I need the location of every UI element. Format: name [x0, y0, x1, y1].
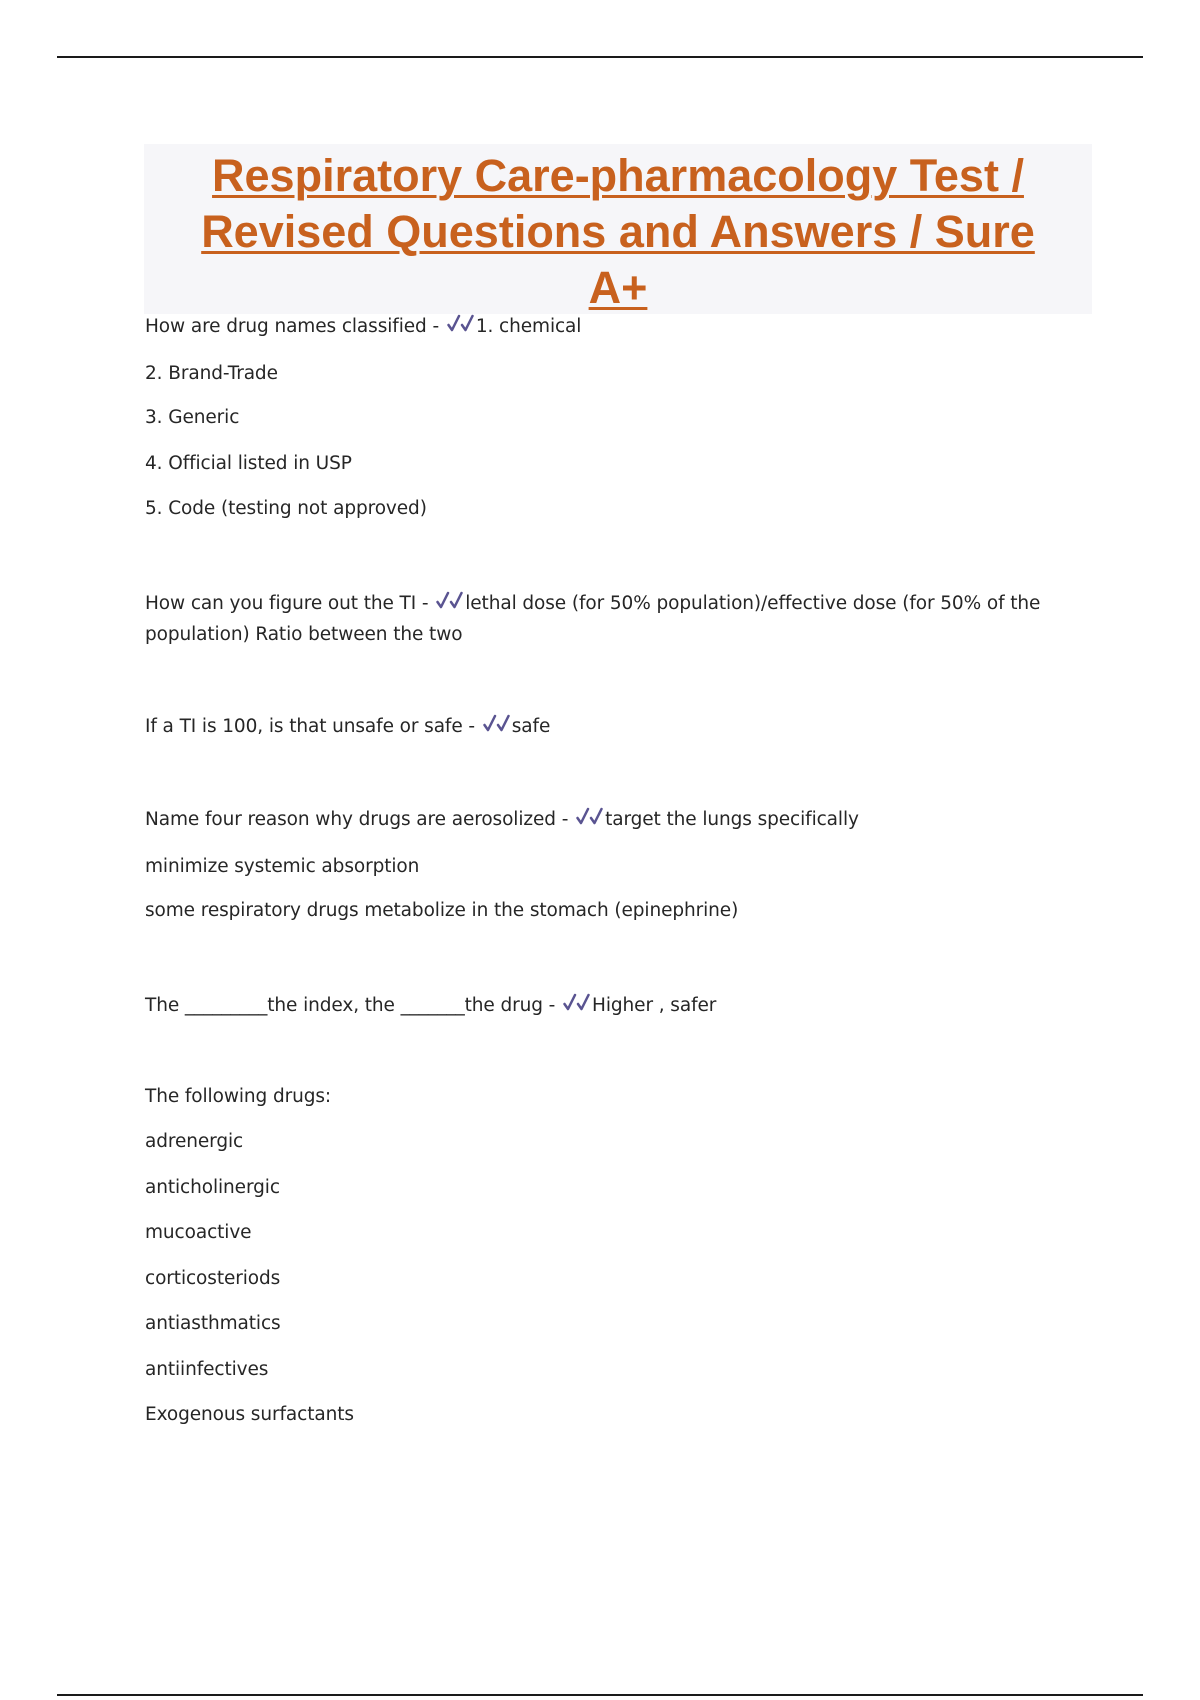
list-item: 5. Code (testing not approved) [145, 498, 427, 519]
qa-item-5 [145, 992, 716, 1023]
question: How are drug names classified - [145, 316, 440, 337]
answer: 1. chemical [475, 316, 582, 337]
header-rule [57, 56, 1143, 58]
question: If a TI is 100, is that unsafe or safe - [145, 716, 475, 737]
list-item: Exogenous surfactants [145, 1404, 354, 1425]
document-title [144, 144, 1092, 316]
title-line-2: Revised Questions and Answers / Sure [201, 206, 1035, 257]
list-item: antiasthmatics [145, 1313, 281, 1334]
drug-list-heading: The following drugs: [145, 1086, 332, 1107]
answer: target the lungs specifically [605, 809, 859, 830]
question: The _________the index, the _______the drug - [145, 995, 556, 1016]
list-item: antiinfectives [145, 1359, 269, 1380]
double-check-icon [447, 313, 474, 344]
answer: lethal dose (for 50% population)/effective dose (for 50% of the population) Ratio between the two [145, 593, 1041, 645]
answer: safe [511, 716, 551, 737]
qa-item-1 [145, 313, 581, 344]
question: Name four reason why drugs are aerosolized - [145, 809, 569, 830]
list-item: some respiratory drugs metabolize in the stomach (epinephrine) [145, 900, 739, 921]
title-line-1: Respiratory Care-pharmacology Test / [212, 150, 1024, 201]
list-item: 3. Generic [145, 407, 240, 428]
title-banner [144, 144, 1092, 314]
double-check-icon [483, 713, 510, 744]
list-item: 4. Official listed in USP [145, 453, 352, 474]
qa-item-2 [145, 590, 1080, 649]
title-line-3: A+ [588, 262, 648, 313]
double-check-icon [576, 806, 603, 837]
qa-item-4 [145, 806, 859, 837]
footer-rule [57, 1694, 1143, 1696]
list-item: adrenergic [145, 1131, 244, 1152]
double-check-icon [563, 992, 590, 1023]
list-item: anticholinergic [145, 1177, 280, 1198]
double-check-icon [436, 590, 463, 621]
question: How can you figure out the TI - [145, 593, 429, 614]
qa-item-3 [145, 713, 550, 744]
list-item: 2. Brand-Trade [145, 363, 278, 384]
list-item: minimize systemic absorption [145, 856, 420, 877]
list-item: mucoactive [145, 1222, 252, 1243]
answer: Higher , safer [592, 995, 717, 1016]
list-item: corticosteriods [145, 1268, 281, 1289]
